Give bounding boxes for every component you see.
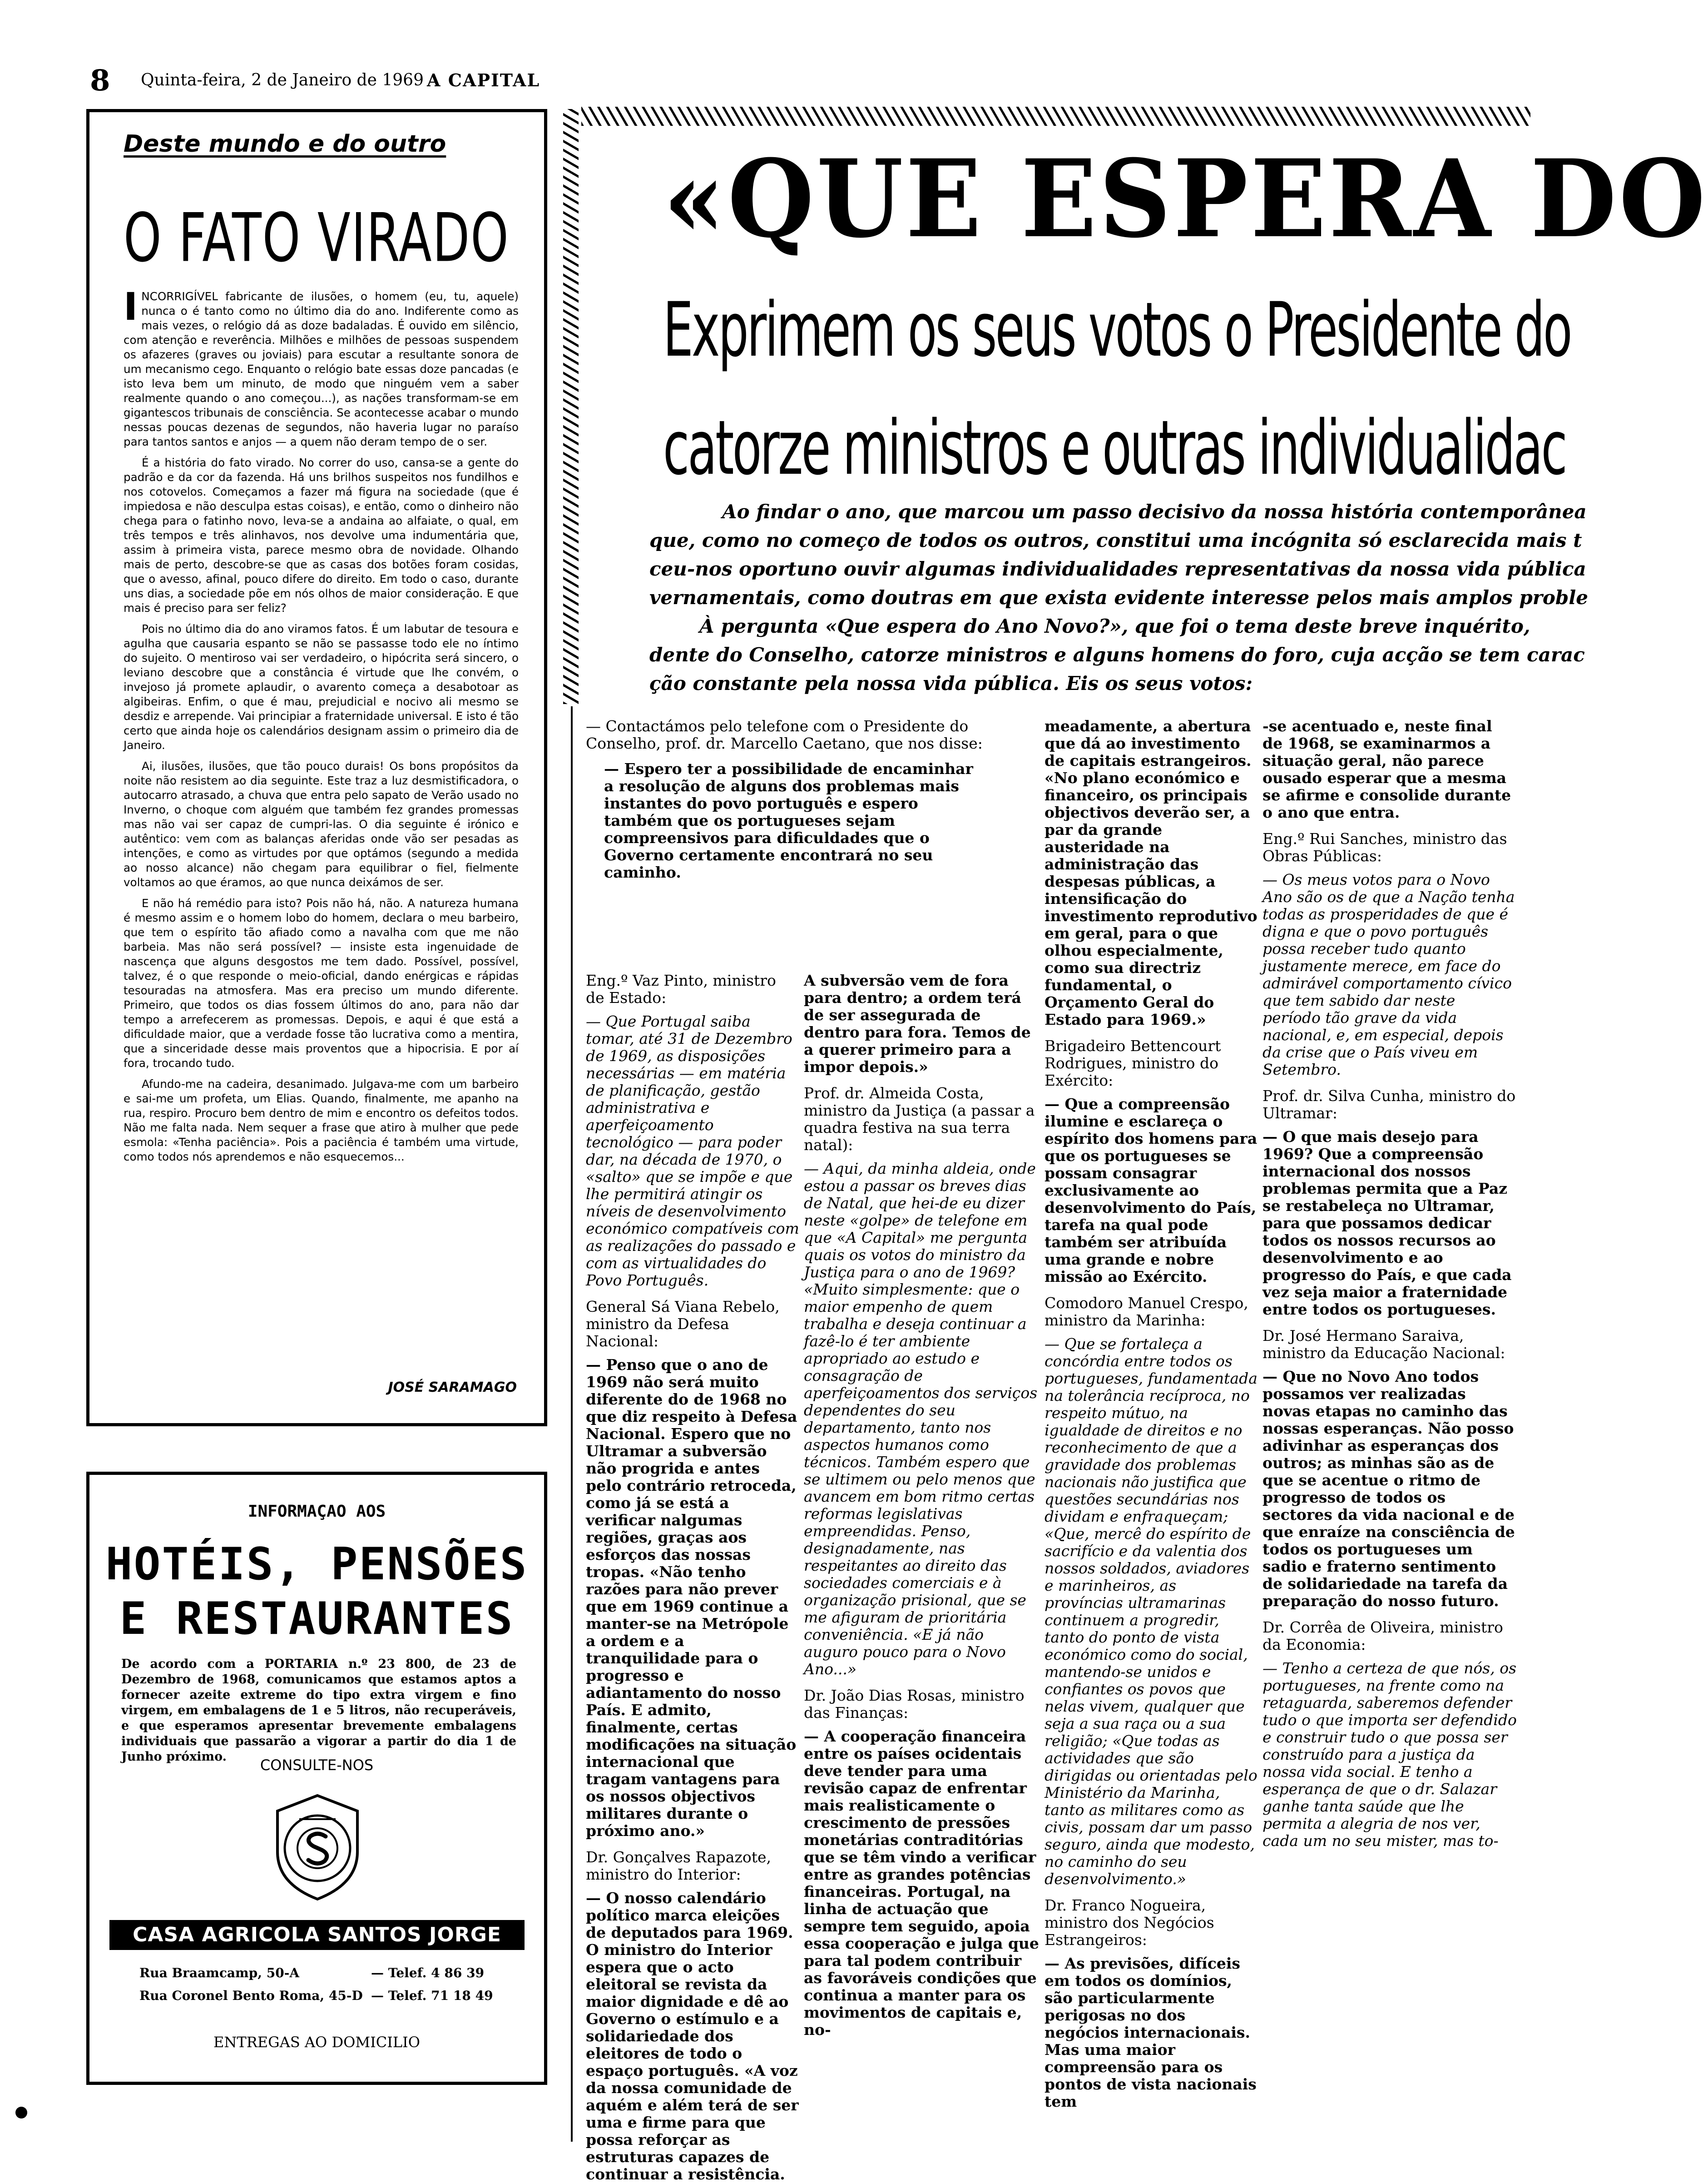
column-paragraph: INCORRIGÍVEL fabricante de ilusões, o homem (eu, tu, aquele) nunca o é tanto como no último dia do ano. Indiferente como as mais vezes, o relógio dá as doze badaladas. É ouvido em silêncio, com atenção e reverência. Milhões e milhões de pessoas suspendem os afazeres (graves ou joviais) para escutar a resultante sonora de um mecanismo cego. Enquanto o relógio bate essas doze pancadas (e isto leva bem um minuto, de modo que ninguém vem a saber realmente quando o ano começou...), as nações transformam-se em gigantescos tribunais de consciência. Se acontecesse acabar o mundo nessas poucas dezenas de segundos, não haveria lugar no paraíso para tantos santos e anjos — a quem não deram tempo de o ser. bbox=[124, 284, 519, 448]
speaker-name: Dr. Corrêa de Oliveira, ministro da Economia: bbox=[1262, 1618, 1503, 1653]
article-subhead-line2: catorze ministros e outras individualidac bbox=[663, 404, 1566, 491]
speaker-name: Prof. dr. Almeida Costa, ministro da Justiça (a passar a quadra festiva na sua terra natal): bbox=[804, 1084, 1035, 1154]
print-dot bbox=[15, 2107, 27, 2119]
column-paragraph: E não há remédio para isto? Pois não há, não. A natureza humana é mesmo assim e o homem lobo do homem, declara o meu barbeiro, que tem o espírito tão afiado como a navalha com que me não barbeia. Mas não será possível? — insiste esta ingenuidade de nascença que alguns desgostos me tem dado. Possível, possível, talvez, é o que responde o meio-oficial, dando enérgicas e rápidas tesouradas na atmosfera. Mas era preciso um mundo diferente. Primeiro, que todos os dias fossem últimos do ano, para não dar tempo a arrefecerem as promessas. Depois, e aqui é que está a dificuldade maior, que a verdade fosse tão lucrativa como a mentira, que a sinceridade desse mais proventos que a hipocrisia. E por aí fora, trocando tudo. bbox=[124, 897, 519, 1070]
ad-title-line1: HOTÉIS, PENSÕES bbox=[105, 1538, 528, 1590]
telephone-line: — Telef. 71 18 49 bbox=[371, 1988, 493, 2003]
lead-line: ceu-nos oportuno ouvir algumas individualidades representativas da nossa vida pública bbox=[649, 558, 1586, 580]
speaker-name: Eng.º Vaz Pinto, ministro de Estado: bbox=[586, 972, 776, 1007]
company-name-banner: CASA AGRICOLA SANTOS JORGE bbox=[109, 1920, 525, 1950]
page-header bbox=[68, 45, 559, 98]
lead-line: ção constante pela nossa vida pública. Eis os seus votos: bbox=[649, 672, 1253, 695]
speaker-name: Prof. dr. Silva Cunha, ministro do Ultramar: bbox=[1262, 1087, 1516, 1122]
speaker-quote: — A cooperação financeira entre os países ocidentais deve tender para uma revisão capaz de enfrentar mais realisticamente o crescimento de pressões monetárias contraditórias que se têm vindo a verificar entre as grandes potências financeiras. Portugal, na linha de actuação que sempre tem seguido, apoia essa cooperação e julga que para tal podem contribuir as favoráveis condições que continua a manter para os movimentos de capitais e, no- bbox=[804, 1727, 1039, 2039]
speaker-quote: A subversão vem de fora para dentro; a ordem terá de ser assegurada de dentro para fora. Temos de a querer primeiro para a impor depois.» bbox=[804, 972, 1031, 1076]
ad-delivery: ENTREGAS AO DOMICILIO bbox=[213, 2034, 420, 2051]
column-title: O FATO VIRADO bbox=[124, 198, 510, 277]
column-paragraph: Afundo-me na cadeira, desanimado. Julgava-me com um barbeiro e sai-me um profeta, um Elias. Quando, finalmente, me apanho na rua, respiro. Procuro bem dentro de mim e encontro os defeitos todos. Não me falta nada. Nem sequer a frase que atiro à mulher que pede esmola: «Tenha paciência». Pois a paciência é também uma virtude, como todos nós aprendemos e não esquecemos... bbox=[124, 1077, 519, 1163]
speaker-quote: — As previsões, difíceis em todos os domínios, são particularmente perigosas no dos negócios internacionais. Mas uma maior compreensão para os pontos de vista nacionais tem bbox=[1045, 1955, 1257, 2110]
article-column-1 bbox=[586, 972, 799, 2183]
speaker-name: Eng.º Rui Sanches, ministro das Obras Públicas: bbox=[1262, 830, 1507, 865]
speaker-quote: — O que mais desejo para 1969? Que a compreensão internacional dos nossos problemas permita que a Paz se restabeleça no Ultramar, para que possamos dedicar todos os nossos recursos ao desenvolvimento e ao progresso do País, e que cada vez seja maior a fraternidade entre todos os portugueses. bbox=[1262, 1128, 1512, 1318]
speaker-quote: — Que a compreensão ilumine e esclareça o espírito dos homens para que os portugueses se possam consagrar exclusivamente ao desenvolvimento do País, tarefa na qual pode também ser atribuída uma grande e nobre missão ao Exército. bbox=[1045, 1095, 1257, 1285]
article-column-4 bbox=[1262, 718, 1517, 2139]
hatch-border-top bbox=[581, 107, 1530, 126]
speaker-name: Dr. Franco Nogueira, ministro dos Negócios Estrangeiros: bbox=[1045, 1896, 1214, 1949]
article-lead bbox=[649, 497, 1588, 697]
article-intro bbox=[586, 718, 1040, 889]
speaker-quote: — Os meus votos para o Novo Ano são os de que a Nação tenha todas as prosperidades de que é digna e que o povo português possa receber tudo quanto justamente merece, em face do admirável comportamento cívico que tem sabido dar neste período tão grave da vida nacional, e, em especial, depois da crise que o País viveu em Setembro. bbox=[1262, 871, 1515, 1078]
speaker-name: Dr. José Hermano Saraiva, ministro da Educação Nacional: bbox=[1262, 1327, 1505, 1362]
issue-date: Quinta-feira, 2 de Janeiro de 1969 bbox=[141, 71, 424, 89]
speaker-quote: — Aqui, da minha aldeia, onde estou a passar os breves dias de Natal, que hei-de eu dizer neste «golpe» de telefone em que «A Capital» me pergunta quais os votos do ministro da Justiça para o ano de 1969? «Muito simplesmente: que o maior empenho de quem trabalha e deseja continuar a fazê-lo é ter ambiente apropriado ao estudo e consagração de aperfeiçoamentos dos serviços dependentes do seu departamento, tanto nos aspectos humanos como técnicos. Também espero que se ultimem ou pelo menos que avancem em bom ritmo certas reformas legislativas empreendidas. Penso, designadamente, nas respeitantes ao direito das sociedades comerciais e à organização prisional, que se me afiguram de prioritária conveniência. «E já não auguro pouco para o Novo Ano...» bbox=[804, 1160, 1038, 1678]
article-subhead-line1: Exprimem os seus votos o Presidente do bbox=[663, 286, 1571, 373]
ad-kicker: INFORMAÇAO AOS bbox=[248, 1502, 386, 1521]
column-body bbox=[124, 284, 519, 1361]
lead-line: que, como no começo de todos os outros, constitui uma incógnita só esclarecida mais t bbox=[649, 529, 1582, 551]
intro-quote: — Espero ter a possibilidade de encaminhar a resolução de alguns dos problemas mais instantes do povo português e espero também que os portugueses sejam compreensivos para dificuldades que o Governo certamente encontrará no seu caminho. bbox=[604, 760, 973, 881]
lead-line: dente do Conselho, catorze ministros e alguns homens do foro, cuja acção se tem carac bbox=[649, 644, 1585, 666]
opinion-column bbox=[86, 109, 547, 1426]
speaker-quote: meadamente, a abertura que dá ao investimento de capitais estrangeiros. «No plano económico e financeiro, os principais objectivos deverão ser, a par da grande austeridade na administração das despesas públicas, a intensificação do investimento reprodutivo em geral, para o que olhou especialmente, como sua directriz fundamental, o Orçamento Geral do Estado para 1969.» bbox=[1045, 717, 1257, 1028]
column-rule bbox=[571, 706, 573, 2142]
column-paragraph: Ai, ilusões, ilusões, que tão pouco durais! Os bons propósitos da noite não resistem ao dia seguinte. Este traz a luz desmistificadora, o autocarro atrasado, a chuva que entra pelo sapato de Verão usado no Inverno, o choque com alguém que também fez grandes promessas mas não vai ser capaz de cumpri-las. O dia seguinte é irónico e autêntico: vem com as balanças aferidas onde vão ser pesadas as intenções, e como as virtudes por que optámos (segundo a medida ao nosso alcance) não chegam para equilibrar o fiel, fielmente voltamos ao que éramos, ao que nunca deixámos de ser. bbox=[124, 759, 519, 889]
speaker-name: Dr. João Dias Rosas, ministro das Finanças: bbox=[804, 1687, 1025, 1722]
lead-line: vernamentais, como doutras em que exista evidente interesse pelos mais amplos proble bbox=[649, 586, 1588, 609]
telephone-line: — Telef. 4 86 39 bbox=[371, 1965, 485, 1980]
newspaper-name: A CAPITAL bbox=[427, 70, 540, 90]
column-kicker: Deste mundo e do outro bbox=[124, 130, 446, 158]
ad-text: De acordo com a PORTARIA n.º 23 800, de 23 de Dezembro de 1968, comunicamos que estamos aptos a fornecer azeite extreme do tipo extra virgem e fino virgem, em embalagens de 1 e 5 litros, não recuperáveis, e que esperamos apresentar brevemente embalagens individuais que passarão a vigorar a partir do dia 1 de Junho próximo. bbox=[121, 1657, 516, 1764]
advertisement bbox=[86, 1472, 547, 2085]
lead-line: À pergunta «Que espera do Ano Novo?», que foi o tema deste breve inquérito, bbox=[699, 615, 1530, 637]
article-column-3 bbox=[1045, 718, 1258, 2139]
ad-title-line2: E RESTAURANTES bbox=[119, 1593, 514, 1645]
column-paragraph: É a história do fato virado. No correr do uso, cansa-se a gente do padrão e da cor da fazenda. Há uns brilhos suspeitos nos fundilhos e nos cotovelos. Começamos a fazer má figura na sociedade (que é impiedosa e não desculpa estas coisas), e então, como o dinheiro não chega para o fatinho novo, leva-se a andaina ao alfaiate, o qual, em três tempos e três alinhavos, nos devolve uma indumentária que, assim à primeira vista, parece mesmo obra de novidade. Olhando mais de perto, descobre-se que as casas dos botões foram cosidas, que o avesso, afinal, pouco difere do direito. Em todo o caso, durante uns dias, a sociedade põe em nós olhos de maior consideração. E que mais é preciso para ser feliz? bbox=[124, 456, 519, 615]
drop-cap: I bbox=[124, 284, 138, 329]
speaker-quote: — O nosso calendário político marca eleições de deputados para 1969. O ministro do Interior espera que o acto eleitoral se revista da maior dignidade e dê ao Governo o estímulo e a solidariedade dos eleitores de todo o espaço português. «A voz da nossa comunidade de aquém e além terá de ser uma e firme para que possa reforçar as estruturas capazes de continuar a resistência. bbox=[586, 1889, 799, 2183]
intro-text: — Contactámos pelo telefone com o Presidente do Conselho, prof. dr. Marcello Caetano, que nos disse: bbox=[586, 717, 983, 752]
speaker-quote: — Tenho a certeza de que nós, os portugueses, na frente como na retaguarda, saberemos defender tudo o que importa ser defendido e construir tudo o que possa ser construído para a justiça da nossa vida social. E tenho a esperança de que o dr. Salazar ganhe tanta saúde que lhe permita a alegria de nos ver, cada um no seu mister, mas to- bbox=[1262, 1659, 1517, 1850]
article-headline: «QUE ESPERA DO bbox=[663, 136, 1708, 262]
subhead-clip bbox=[654, 395, 1567, 513]
hatch-border-left bbox=[563, 109, 579, 704]
speaker-name: Comodoro Manuel Crespo, ministro da Marinha: bbox=[1045, 1294, 1248, 1329]
address-line: Rua Braamcamp, 50-A bbox=[139, 1965, 300, 1980]
page-number: 8 bbox=[90, 64, 110, 98]
author-signature: JOSÉ SARAMAGO bbox=[388, 1379, 517, 1395]
ad-consult: CONSULTE-NOS bbox=[260, 1756, 374, 1774]
subhead-clip bbox=[654, 277, 1571, 395]
speaker-quote: — Que se fortaleça a concórdia entre todos os portugueses, fundamentada na tolerância recíproca, no respeito mútuo, na igualdade de direitos e no reconhecimento de que a gravidade dos problemas nacionais não justifica que questões secundárias nos dividam e enfraqueçam; «Que, mercê do espírito de sacrifício e da valentia dos nossos soldados, aviadores e marinheiros, as províncias ultramarinas continuem a progredir, tanto do ponto de vista económico como do social, mantendo-se unidos e confiantes os povos que nelas vivem, qualquer que seja a sua raça ou a sua religião; «Que todas as actividades que são dirigidas ou orientadas pelo Ministério da Marinha, tanto as militares como as civis, possam dar um passo seguro, ainda que modesto, no caminho do seu desenvolvimento.» bbox=[1045, 1335, 1257, 1888]
article-column-2 bbox=[804, 972, 1040, 2139]
lead-line: Ao findar o ano, que marcou um passo decisivo da nossa história contemporânea bbox=[722, 501, 1587, 523]
speaker-quote: -se acentuado e, neste final de 1968, se examinarmos a situação geral, não parece ousado esperar que a mesma se afirme e consolide durante o ano que entra. bbox=[1262, 717, 1511, 821]
column-paragraph: Pois no último dia do ano viramos fatos. É um labutar de tesoura e agulha que causaria espanto se não se passasse todo ele no íntimo do sujeito. O mentiroso vai ser verdadeiro, o hipócrita será sincero, o leviano descobre que a constância é virtude que lhe convém, o invejoso já promete aplaudir, o avarento começa a desabotoar as algibeiras. Enfim, o que é mau, prejudicial e nocivo ali mesmo se desdiz e arrepende. Vai principiar a fraternidade universal. E isto é tão certo que ainda hoje os calendários designam assim o primeiro dia de Janeiro. bbox=[124, 622, 519, 752]
company-seal-logo bbox=[272, 1793, 363, 1902]
speaker-quote: — Penso que o ano de 1969 não será muito diferente do de 1968 no que diz respeito à Defesa Nacional. Espero que no Ultramar a subversão não progrida e antes pelo contrário retroceda, como já se está a verificar nalgumas regiões, graças aos esforços das nossas tropas. «Não tenho razões para não prever que em 1969 continue a manter-se na Metrópole a ordem e a tranquilidade para o progresso e adiantamento do nosso País. E admito, finalmente, certas modificações na situação internacional que tragam vantagens para os nossos objectivos militares durante o próximo ano.» bbox=[586, 1356, 797, 1840]
address-line: Rua Coronel Bento Roma, 45-D bbox=[139, 1988, 363, 2003]
speaker-name: General Sá Viana Rebelo, ministro da Defesa Nacional: bbox=[586, 1298, 780, 1350]
speaker-quote: — Que no Novo Ano todos possamos ver realizadas novas etapas no caminho das nossas esperanças. Não posso adivinhar as esperanças dos outros; as minhas são as de que se acentue o ritmo de progresso de todos os sectores da vida nacional e de que enraíze na consciência de todos os portugueses um sadio e fraterno sentimento de solidariedade na tarefa da preparação do nosso futuro. bbox=[1262, 1368, 1515, 1610]
speaker-name: Brigadeiro Bettencourt Rodrigues, ministro do Exército: bbox=[1045, 1037, 1221, 1089]
speaker-quote: — Que Portugal saiba tomar, até 31 de Dezembro de 1969, as disposições necessárias — em matéria de planificação, gestão administrativa e aperfeiçoamento tecnológico — para poder dar, na década de 1970, o «salto» que se impõe e que lhe permitirá atingir os níveis de desenvolvimento económico compatíveis com as realizações do passado e com as virtualidades do Povo Português. bbox=[586, 1012, 799, 1289]
speaker-name: Dr. Gonçalves Rapazote, ministro do Interior: bbox=[586, 1848, 771, 1883]
